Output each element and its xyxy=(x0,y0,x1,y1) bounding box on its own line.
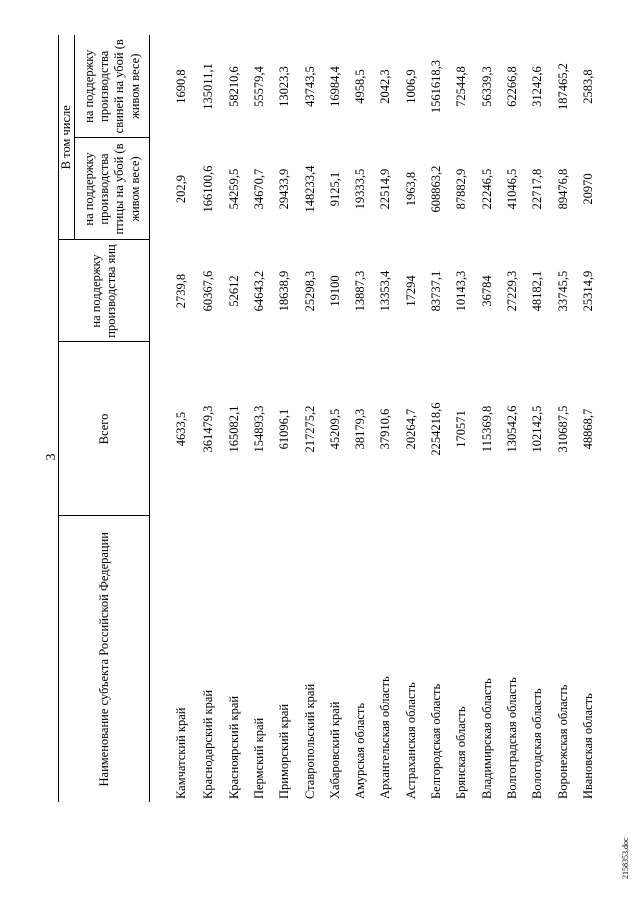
cell-name: Красноярский край xyxy=(226,695,241,799)
cell-pigs: 56339,3 xyxy=(479,66,494,107)
cell-total: 310687,5 xyxy=(555,405,570,453)
cell-pigs: 187465,2 xyxy=(555,63,570,110)
cell-name: Воронежская область xyxy=(555,684,570,799)
cell-total: 115369,8 xyxy=(479,405,494,453)
cell-total: 154893,3 xyxy=(251,405,266,453)
cell-poultry: 29433,9 xyxy=(277,168,292,210)
cell-pigs: 2042,3 xyxy=(378,69,393,104)
cell-name: Вологодская область xyxy=(530,688,545,799)
cell-eggs: 83737,1 xyxy=(429,270,444,312)
cell-poultry: 34670,7 xyxy=(251,168,266,210)
cell-poultry: 166100,6 xyxy=(201,165,216,213)
cell-total: 45209,5 xyxy=(327,408,342,450)
table-row xyxy=(247,35,272,802)
table-row xyxy=(222,35,247,802)
cell-eggs: 33745,5 xyxy=(555,270,570,312)
cell-total: 130542,6 xyxy=(504,405,519,453)
cell-poultry: 202,9 xyxy=(174,174,189,204)
cell-eggs: 36784 xyxy=(479,275,494,307)
cell-name: Камчатский край xyxy=(174,707,189,799)
cell-name: Волгоградская область xyxy=(504,677,519,799)
cell-poultry: 9125,1 xyxy=(327,171,342,207)
table-row xyxy=(424,35,449,802)
cell-pigs: 1006,9 xyxy=(403,69,418,104)
cell-total: 165082,1 xyxy=(226,405,241,453)
header-total: Всего xyxy=(59,342,150,516)
cell-eggs: 64643,2 xyxy=(251,270,266,312)
cell-name: Краснодарский край xyxy=(201,689,216,799)
cell-poultry: 54259,5 xyxy=(226,168,241,210)
cell-pigs: 58210,6 xyxy=(226,66,241,107)
cell-pigs: 1561618,3 xyxy=(429,59,444,114)
table-row xyxy=(373,35,398,802)
table-row xyxy=(399,35,424,802)
data-table xyxy=(58,35,601,802)
cell-poultry: 87882,9 xyxy=(454,168,469,210)
cell-poultry: 22717,8 xyxy=(530,168,545,210)
cell-poultry: 22514,9 xyxy=(378,168,393,210)
table-row xyxy=(525,35,550,802)
cell-pigs: 1690,8 xyxy=(174,69,189,104)
table-row xyxy=(500,35,525,802)
cell-pigs: 72544,8 xyxy=(454,66,469,107)
cell-poultry: 20970 xyxy=(580,173,595,205)
cell-eggs: 60367,6 xyxy=(201,270,216,312)
cell-name: Приморский край xyxy=(277,703,292,799)
table-row xyxy=(150,35,197,802)
cell-name: Архангельская область xyxy=(378,676,393,799)
cell-total: 217275,2 xyxy=(302,405,317,453)
cell-poultry: 22246,5 xyxy=(479,168,494,210)
cell-poultry: 41046,5 xyxy=(504,168,519,210)
cell-eggs: 25314,9 xyxy=(580,270,595,312)
cell-total: 61096,1 xyxy=(277,408,292,450)
cell-eggs: 13353,4 xyxy=(378,270,393,312)
cell-name: Ставропольский край xyxy=(302,683,317,799)
cell-poultry: 148233,4 xyxy=(302,165,317,213)
cell-poultry: 1963,8 xyxy=(403,171,418,207)
table-row xyxy=(348,35,373,802)
cell-pigs: 2583,8 xyxy=(580,69,595,104)
cell-name: Владимирская область xyxy=(479,678,494,799)
cell-eggs: 10143,3 xyxy=(454,270,469,312)
cell-name: Пермский край xyxy=(251,717,266,799)
cell-name: Астраханская область xyxy=(403,682,418,799)
table-row xyxy=(196,35,221,802)
cell-pigs: 62266,8 xyxy=(504,66,519,107)
cell-pigs: 43743,5 xyxy=(302,66,317,107)
cell-eggs: 17294 xyxy=(403,275,418,307)
table-header xyxy=(59,35,150,802)
table-row xyxy=(323,35,348,802)
cell-total: 2254218,6 xyxy=(429,402,444,456)
cell-name: Ивановская область xyxy=(580,693,595,799)
footer-filename: 2158353.doc xyxy=(621,837,630,879)
cell-pigs: 4958,5 xyxy=(353,69,368,104)
header-pigs: на поддержку производства свиней на убой (в живом весе) xyxy=(75,35,150,138)
cell-total: 20264,7 xyxy=(403,408,418,450)
table-row xyxy=(449,35,474,802)
cell-eggs: 25298,3 xyxy=(302,270,317,312)
cell-pigs: 55579,4 xyxy=(251,66,266,107)
cell-pigs: 13023,3 xyxy=(277,66,292,107)
cell-total: 4633,5 xyxy=(174,411,189,447)
cell-total: 48868,7 xyxy=(580,408,595,450)
cell-pigs: 135011,1 xyxy=(201,63,216,110)
cell-total: 361479,3 xyxy=(201,405,216,453)
cell-eggs: 18638,9 xyxy=(277,270,292,312)
cell-eggs: 2739,8 xyxy=(174,273,189,309)
table-body xyxy=(150,35,601,802)
table-row xyxy=(550,35,575,802)
header-name: Наименование субъекта Российской Федерации xyxy=(59,516,150,802)
cell-name: Амурская область xyxy=(353,702,368,799)
table-row xyxy=(576,35,601,802)
cell-poultry: 89476,8 xyxy=(555,168,570,210)
table-row xyxy=(272,35,297,802)
cell-pigs: 31242,6 xyxy=(530,66,545,107)
header-poultry: на поддержку производства птицы на убой (в живом весе) xyxy=(75,138,150,240)
cell-total: 37910,6 xyxy=(378,408,393,450)
cell-eggs: 52612 xyxy=(226,275,241,307)
cell-name: Белгородская область xyxy=(429,683,444,799)
header-eggs: на поддержку производства яиц xyxy=(59,240,150,342)
cell-name: Брянская область xyxy=(454,706,469,799)
cell-eggs: 13887,3 xyxy=(353,270,368,312)
page-number: 3 xyxy=(44,453,59,461)
cell-eggs: 27229,3 xyxy=(504,270,519,312)
table-row xyxy=(297,35,322,802)
cell-total: 38179,3 xyxy=(353,408,368,450)
cell-total: 102142,5 xyxy=(530,405,545,453)
table-row xyxy=(475,35,500,802)
header-including: В том числе xyxy=(59,35,75,240)
cell-eggs: 48182,1 xyxy=(530,270,545,312)
cell-poultry: 19333,5 xyxy=(353,168,368,210)
cell-poultry: 608863,2 xyxy=(429,165,444,213)
cell-eggs: 19100 xyxy=(327,275,342,307)
cell-pigs: 16984,4 xyxy=(327,66,342,107)
cell-name: Хабаровский край xyxy=(327,701,342,799)
cell-total: 170571 xyxy=(454,410,469,448)
